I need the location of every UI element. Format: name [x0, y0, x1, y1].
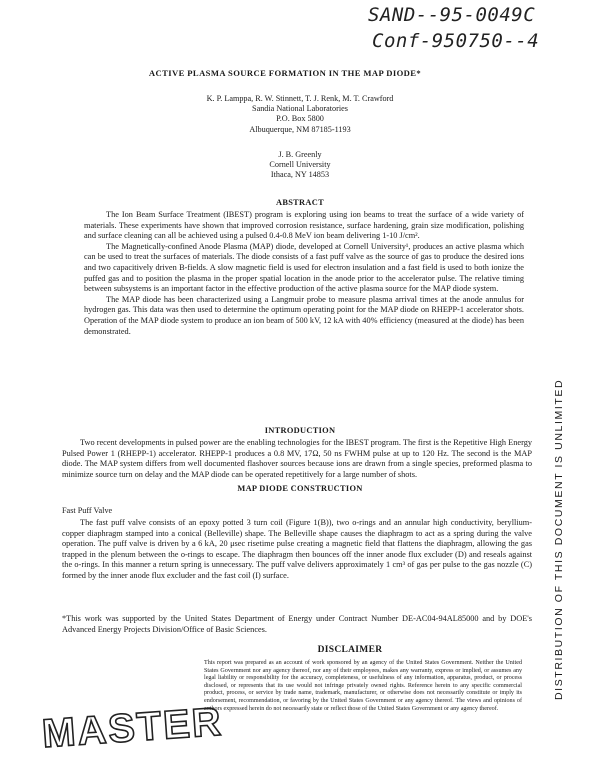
distribution-stamp: DISTRIBUTION OF THIS DOCUMENT IS UNLIMITED: [553, 378, 565, 700]
author-org: Cornell University: [269, 160, 331, 170]
fast-puff-valve-subheading: Fast Puff Valve: [62, 506, 113, 515]
abstract-paragraph-2: The Magnetically-confined Anode Plasma (MAP) diode, developed at Cornell University¹, produces an active plasma which can be used to treat the surfaces of materials. The diode consists of a fast puff valve as the source of gas to produce the desired ions and two capacitively driven B-fields. A slow magnetic field is used for electron insulation and a fast field is used to both ionize the puffed gas and to position the plasma in the proper spatial location in the anode prior to the accelerator pulse. The relative timing between subsystems is an important factor in the effective production of the active plasma source for the MAP diode system.: [84, 241, 524, 294]
abstract-paragraph-3: The MAP diode has been characterized using a Langmuir probe to measure plasma arrival times at the anode annulus for hydrogen gas. This data was then used to determine the optimum operating point for the MAP diode on RHEPP-1 accelerator shots. Operation of the MAP diode system to produce an ion beam of 500 kV, 12 kA with 40% efficiency (measured at the diode) has been demonstrated.: [84, 294, 524, 336]
author-block-cornell: [150, 150, 450, 181]
author-org: Sandia National Laboratories: [252, 104, 348, 114]
introduction-body: [62, 438, 532, 480]
abstract-heading: ABSTRACT: [275, 198, 324, 207]
handwritten-report-number: SAND--95-0049C: [368, 4, 536, 26]
introduction-paragraph-1: Two recent developments in pulsed power are the enabling technologies for the IBEST program. The first is the Repetitive High Energy Pulsed Power 1 (RHEPP-1) accelerator. RHEPP-1 produces a 0.8 MV, 17Ω, 50 ns FWHM pulse at up to 120 Hz. The second is the MAP diode. The MAP system differs from well documented flashover sources because ions are drawn from a single species, preformed plasma to minimize source turn on delay and the MAP diode can be operated repetitively for a large number of shots.: [62, 438, 532, 479]
author-address: Ithaca, NY 14853: [270, 170, 330, 180]
handwritten-conf-number: Conf-950750--4: [372, 30, 540, 52]
abstract-body: [84, 210, 524, 337]
master-stamp: MASTER: [40, 699, 225, 757]
disclaimer-text: This report was prepared as an account of work sponsored by an agency of the United States Government. Neither the United States Government nor any agency thereof, nor any of their employees, makes any warranty, express or implied, or assumes any legal liability or responsibility for the accuracy, completeness, or usefulness of any information, apparatus, product, or process disclosed, or represents that its use would not infringe privately owned rights. Reference herein to any specific commercial product, process, or service by trade name, trademark, manufacturer, or otherwise does not necessarily constitute or imply its endorsement, recommendation, or favoring by the United States Government or any agency thereof. The views and opinions of authors expressed herein do not necessarily state or reflect those of the United States Government or any agency thereof.: [204, 660, 522, 712]
author-block-sandia: [120, 94, 480, 135]
disclaimer-heading: DISCLAIMER: [317, 645, 383, 655]
author-names: K. P. Lamppa, R. W. Stinnett, T. J. Renk, M. T. Crawford: [206, 94, 394, 103]
introduction-heading: INTRODUCTION: [264, 426, 336, 435]
abstract-paragraph-1: The Ion Beam Surface Treatment (IBEST) program is exploring using ion beams to treat the surface of a wide variety of materials. These experiments have shown that improved corrosion resistance, surface hardening, grain size modification, polishing and surface cleaning can all be achieved using a pulsed 0.4-0.8 MeV ion beam delivering 1-10 J/cm².: [84, 210, 524, 241]
construction-body: [62, 518, 532, 582]
funding-footnote: *This work was supported by the United States Department of Energy under Contract Number DE-AC04-94AL85000 and by DOE's Advanced Energy Projects Division/Office of Basic Sciences.: [62, 614, 532, 634]
construction-heading: MAP DIODE CONSTRUCTION: [237, 484, 363, 493]
construction-paragraph-1: The fast puff valve consists of an epoxy potted 3 turn coil (Figure 1(B)), two o-rings and an annular high conductivity, beryllium-copper diaphragm stamped into a conical (Belleville) shape. The Belleville shape causes the diaphragm to act as a spring during the valve operation. The puff valve is driven by a 6 kA, 20 μsec risetime pulse creating a magnetic field that flattens the diaphragm, allowing the gas trapped in the plenum between the o-rings to escape. The diaphragm then bounces off the inner anode flux excluder (D) and reseals against the o-rings. In this manner a return spring is unnecessary. The puff valve delivers approximately 1 cm³ of gas per pulse to the gas nozzle (C) formed by the inner anode flux excluder and the fast coil (I) surface.: [62, 518, 532, 580]
author-names: J. B. Greenly: [278, 150, 322, 159]
author-address-2: Albuquerque, NM 87185-1193: [249, 124, 351, 134]
author-address-1: P.O. Box 5800: [276, 114, 324, 124]
paper-title: ACTIVE PLASMA SOURCE FORMATION IN THE MAP DIODE*: [148, 68, 422, 78]
